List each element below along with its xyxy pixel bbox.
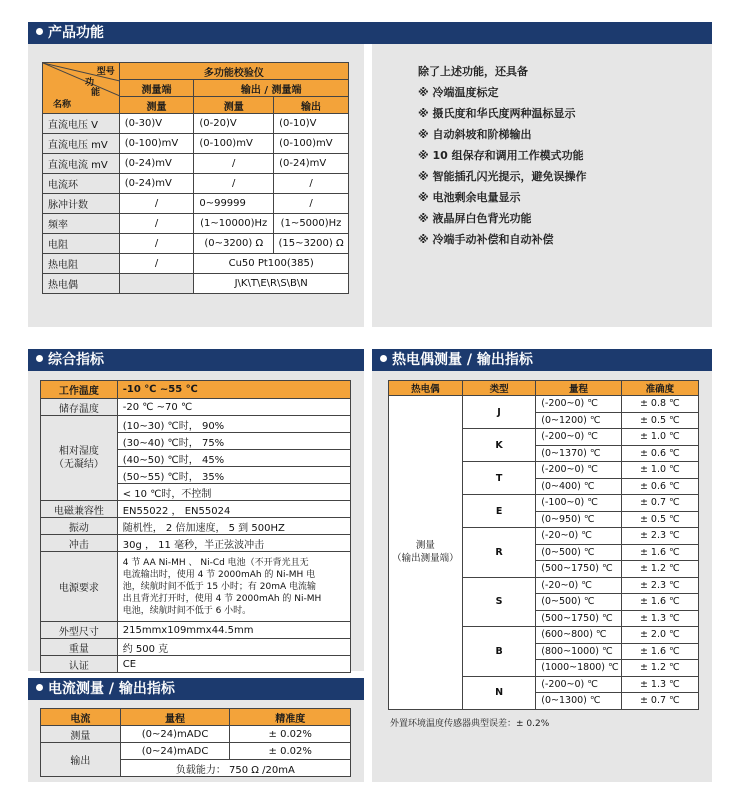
func-row-m: (0-24)mV	[119, 154, 194, 174]
func-row-name: 直流电流 mV	[43, 154, 120, 174]
tc-range: (0~1300) ℃	[536, 693, 621, 710]
corner-cell	[43, 63, 120, 114]
tc-body	[389, 396, 699, 710]
func-row-m	[119, 274, 194, 294]
spec-value: < 10 ℃时，不控制	[117, 484, 350, 501]
spec-value: (10~30) ℃时， 90%	[117, 416, 350, 433]
feature-item: ※ 电池剩余电量显示	[418, 191, 521, 204]
general-header	[28, 349, 364, 371]
tc-accuracy: ± 2.3 ℃	[621, 577, 698, 594]
section-title: 产品功能	[48, 25, 104, 41]
spec-label: 外型尺寸	[41, 622, 118, 639]
bullet-icon	[36, 355, 43, 362]
func-row-io: (0-24)mV	[274, 154, 349, 174]
func-row-im: (1~10000)Hz	[194, 214, 274, 234]
feature-item: ※ 液晶屏白色背光功能	[418, 212, 532, 225]
spec-value: EN55022 ， EN55024	[117, 501, 350, 518]
tc-accuracy: ± 0.5 ℃	[621, 511, 698, 528]
current-label: 输出	[41, 743, 121, 777]
tc-range: (-200~0) ℃	[536, 462, 621, 479]
func-row-io: (0-10)V	[274, 114, 349, 134]
functions-header-bar	[138, 22, 712, 44]
func-row-m: (0-100)mV	[119, 134, 194, 154]
func-row-io: (15~3200) Ω	[274, 234, 349, 254]
current-col-header: 精准度	[230, 709, 351, 726]
tc-side-label: 测量	[415, 540, 435, 552]
tc-accuracy: ± 1.2 ℃	[621, 561, 698, 578]
tc-note: 外置环境温度传感器典型误差：± 0.2%	[390, 719, 550, 729]
func-row-name: 直流电压 mV	[43, 134, 120, 154]
tc-range: (0~1200) ℃	[536, 412, 621, 429]
tc-range: (800~1000) ℃	[536, 643, 621, 660]
tc-type: T	[462, 462, 535, 495]
tc-accuracy: ± 1.0 ℃	[621, 429, 698, 446]
power-line: 池，续航时间不低于 15 小时；有 20mA 电流输	[122, 581, 317, 592]
tc-side-label-sub: （输出测量端）	[392, 553, 459, 565]
tc-col-header: 准确度	[621, 381, 698, 396]
func-row-name: 直流电压 V	[43, 114, 120, 134]
tc-range: (1000~1800) ℃	[536, 660, 621, 677]
spec-value: (30~40) ℃时， 75%	[117, 433, 350, 450]
spec-label: 电磁兼容性	[41, 501, 118, 518]
current-label: 测量	[41, 726, 121, 743]
func-row-name: 电流环	[43, 174, 120, 194]
tc-range: (-20~0) ℃	[536, 577, 621, 594]
spec-label: 振动	[41, 518, 118, 535]
tc-range: (0~950) ℃	[536, 511, 621, 528]
feature-item: ※ 自动斜坡和阶梯输出	[418, 128, 532, 141]
tc-accuracy: ± 1.3 ℃	[621, 676, 698, 693]
func-row-io: Cu50 Pt100(385)	[194, 254, 349, 274]
spec-label: 电源要求	[41, 552, 118, 622]
features-list	[418, 62, 587, 251]
func-row-im: 0~99999	[194, 194, 274, 214]
tc-range: (-20~0) ℃	[536, 528, 621, 545]
corner-mid2-label: 能	[91, 88, 101, 98]
tc-accuracy: ± 2.0 ℃	[621, 627, 698, 644]
func-row-im: (0-100)mV	[194, 134, 274, 154]
func-row-name: 热电偶	[43, 274, 120, 294]
feature-item: ※ 冷端手动补偿和自动补偿	[418, 233, 554, 246]
spec-value: (40~50) ℃时， 45%	[117, 450, 350, 467]
current-col-header: 电流	[41, 709, 121, 726]
humidity-label-cell	[41, 416, 118, 501]
feature-item: ※ 智能插孔闪光提示，避免误操作	[418, 170, 587, 183]
func-row-im: /	[194, 154, 274, 174]
feature-item: ※ 冷端温度标定	[418, 86, 499, 99]
tc-range: (0~400) ℃	[536, 478, 621, 495]
power-spec-cell	[117, 552, 350, 622]
func-row-io: (0-100)mV	[274, 134, 349, 154]
tc-accuracy: ± 1.0 ℃	[621, 462, 698, 479]
functions-header	[28, 22, 138, 44]
output-header: 输出	[274, 97, 349, 114]
bullet-icon	[36, 684, 43, 691]
corner-name-label: 名称	[53, 100, 72, 110]
func-row-io: /	[274, 194, 349, 214]
current-range: (0~24)mADC	[120, 726, 230, 743]
func-row-name: 热电阻	[43, 254, 120, 274]
tc-type: J	[462, 396, 535, 429]
spec-label: 相对湿度	[58, 446, 99, 457]
thermocouple-header	[372, 349, 712, 371]
feature-item: 除了上述功能，还具备	[418, 65, 528, 78]
tc-range: (-200~0) ℃	[536, 676, 621, 693]
power-line: 4 节 AA Ni-MH 、 Ni-Cd 电池（不开背光且无	[122, 557, 309, 568]
func-row-im: (0~3200) Ω	[194, 234, 274, 254]
spec-label: 工作温度	[41, 381, 118, 399]
power-line: 电池，续航时间不低于 6 小时。	[122, 605, 252, 616]
spec-value: -20 ℃ ~70 ℃	[117, 399, 350, 416]
current-header	[28, 678, 364, 700]
tc-type: S	[462, 577, 535, 627]
tc-range: (500~1750) ℃	[536, 561, 621, 578]
section-title: 电流测量 / 输出指标	[48, 681, 175, 697]
tc-type: B	[462, 627, 535, 677]
corner-mid-label: 功	[85, 78, 95, 88]
func-row-im: /	[194, 174, 274, 194]
tc-accuracy: ± 0.7 ℃	[621, 693, 698, 710]
func-row-m: /	[119, 234, 194, 254]
tc-accuracy: ± 1.3 ℃	[621, 610, 698, 627]
section-title: 热电偶测量 / 输出指标	[392, 352, 533, 368]
func-row-io: (1~5000)Hz	[274, 214, 349, 234]
functions-table	[42, 62, 349, 294]
tc-accuracy: ± 1.6 ℃	[621, 643, 698, 660]
tc-accuracy: ± 2.3 ℃	[621, 528, 698, 545]
bullet-icon	[36, 28, 43, 35]
tc-range: (-200~0) ℃	[536, 396, 621, 413]
tc-row	[389, 396, 699, 413]
spec-value: 随机性， 2 倍加速度， 5 到 500HZ	[117, 518, 350, 535]
spec-value: -10 ℃ ~55 ℃	[117, 381, 350, 399]
tc-side-cell	[389, 396, 463, 710]
corner-top-label: 型号	[96, 67, 115, 77]
feature-item: ※ 10 组保存和调用工作模式功能	[418, 149, 584, 162]
tc-type: R	[462, 528, 535, 578]
tc-accuracy: ± 1.2 ℃	[621, 660, 698, 677]
tc-range: (500~1750) ℃	[536, 610, 621, 627]
tc-range: (0~1370) ℃	[536, 445, 621, 462]
func-row-io: J\K\T\E\R\S\B\N	[194, 274, 349, 294]
section-title: 综合指标	[48, 352, 104, 368]
current-col-header: 量程	[120, 709, 230, 726]
func-row-name: 电阻	[43, 234, 120, 254]
func-row-m: /	[119, 214, 194, 234]
spec-label-sub: （无凝结）	[53, 459, 104, 470]
spec-label: 储存温度	[41, 399, 118, 416]
func-row-name: 脉冲计数	[43, 194, 120, 214]
tc-accuracy: ± 0.6 ℃	[621, 478, 698, 495]
func-row-io: /	[274, 174, 349, 194]
func-row-m: (0-24)mV	[119, 174, 194, 194]
current-range: (0~24)mADC	[120, 743, 230, 760]
tc-type: K	[462, 429, 535, 462]
bullet-icon	[380, 355, 387, 362]
current-acc: ± 0.02%	[230, 726, 351, 743]
tc-accuracy: ± 1.6 ℃	[621, 594, 698, 611]
tc-col-header: 热电偶	[389, 381, 463, 396]
measure-header: 测量	[119, 97, 194, 114]
measure2-header: 测量	[194, 97, 274, 114]
func-row-name: 频率	[43, 214, 120, 234]
tc-accuracy: ± 0.8 ℃	[621, 396, 698, 413]
thermocouple-table	[388, 380, 699, 710]
tc-range: (0~500) ℃	[536, 594, 621, 611]
power-line: 出且背光打开时，使用 4 节 2000mAh 的 Ni-MH	[122, 593, 322, 604]
tc-col-header: 量程	[536, 381, 621, 396]
spec-label: 认证	[41, 656, 118, 673]
tc-accuracy: ± 0.6 ℃	[621, 445, 698, 462]
general-table	[40, 380, 351, 673]
spec-value: (50~55) ℃时， 35%	[117, 467, 350, 484]
model-cell: 多功能校验仪	[119, 63, 348, 80]
power-line: 电流输出时，使用 4 节 2000mAh 的 Ni-MH 电	[122, 569, 316, 580]
tc-range: (-100~0) ℃	[536, 495, 621, 512]
func-row-m: /	[119, 254, 194, 274]
spec-label: 冲击	[41, 535, 118, 552]
tc-range: (600~800) ℃	[536, 627, 621, 644]
tc-accuracy: ± 1.6 ℃	[621, 544, 698, 561]
tc-type: N	[462, 676, 535, 709]
current-acc: ± 0.02%	[230, 743, 351, 760]
spec-value: 约 500 克	[117, 639, 350, 656]
func-row-m: /	[119, 194, 194, 214]
measure-end-header: 测量端	[119, 80, 194, 97]
current-load: 负载能力： 750 Ω /20mA	[120, 760, 350, 777]
tc-col-header: 类型	[462, 381, 535, 396]
feature-item: ※ 摄氏度和华氏度两种温标显示	[418, 107, 576, 120]
func-row-im: (0-20)V	[194, 114, 274, 134]
io-end-header: 输出 / 测量端	[194, 80, 349, 97]
tc-range: (0~500) ℃	[536, 544, 621, 561]
spec-label: 重量	[41, 639, 118, 656]
func-row-m: (0-30)V	[119, 114, 194, 134]
tc-accuracy: ± 0.7 ℃	[621, 495, 698, 512]
tc-accuracy: ± 0.5 ℃	[621, 412, 698, 429]
tc-type: E	[462, 495, 535, 528]
spec-value: 215mmx109mmx44.5mm	[117, 622, 350, 639]
tc-range: (-200~0) ℃	[536, 429, 621, 446]
spec-value: CE	[117, 656, 350, 673]
current-table	[40, 708, 351, 777]
spec-value: 30g ， 11 毫秒，半正弦波冲击	[117, 535, 350, 552]
